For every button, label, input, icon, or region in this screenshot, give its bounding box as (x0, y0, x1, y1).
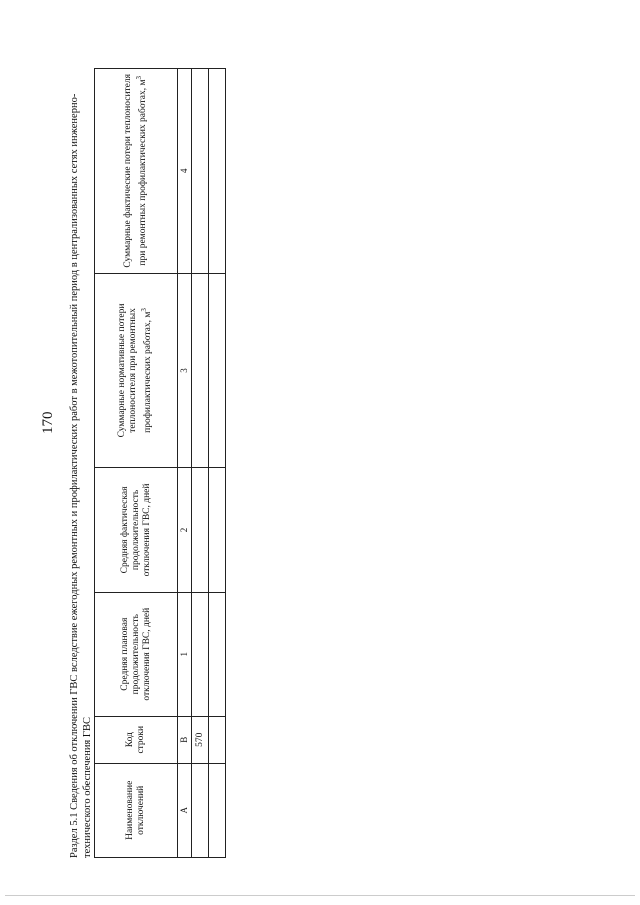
report-table (94, 68, 226, 858)
table-cell (192, 592, 209, 716)
header-actual-duration: Средняя фактическая продолжительность отключения ГВС, дней (95, 468, 178, 592)
index-row (178, 69, 192, 858)
header-actual-losses-text: Суммарные фактические потери теплоносителя при ремонтных профилактических работах, м (122, 73, 149, 268)
table-row-empty (209, 69, 226, 858)
table-cell (192, 763, 209, 857)
index-cell: 1 (178, 592, 192, 716)
empty-cell (209, 592, 226, 716)
header-planned-duration: Средняя плановая продолжительность отключения ГВС, дней (95, 592, 178, 716)
row-code-cell: 570 (192, 716, 209, 763)
index-cell: В (178, 716, 192, 763)
index-cell: А (178, 763, 192, 857)
report-sheet (68, 68, 203, 858)
empty-cell (209, 468, 226, 592)
header-row (95, 69, 178, 858)
empty-cell (209, 763, 226, 857)
unit-superscript: 3 (134, 76, 143, 80)
page-number: 170 (40, 411, 56, 434)
table-cell (192, 273, 209, 468)
table-cell (192, 468, 209, 592)
header-code: Код строки (95, 716, 178, 763)
header-normative-losses (95, 273, 178, 468)
header-name: Наименование отключений (95, 763, 178, 857)
table-cell (192, 69, 209, 274)
scan-edge-line (5, 895, 635, 896)
index-cell: 2 (178, 468, 192, 592)
unit-superscript: 3 (140, 308, 149, 312)
empty-cell (209, 69, 226, 274)
table-row (192, 69, 209, 858)
section-caption: Раздел 5.1 Сведения об отключении ГВС вследствие ежегодных ремонтных и профилактических работ в межотопительный период в централизованных сетях инженерно-технического обеспечения ГВС (69, 93, 93, 858)
index-cell: 3 (178, 273, 192, 468)
header-normative-losses-text: Суммарные нормативные потери теплоносителя при ремонтных профилактических работах, м (117, 303, 154, 438)
empty-cell (209, 273, 226, 468)
empty-cell (209, 716, 226, 763)
header-actual-losses (95, 69, 178, 274)
index-cell: 4 (178, 69, 192, 274)
